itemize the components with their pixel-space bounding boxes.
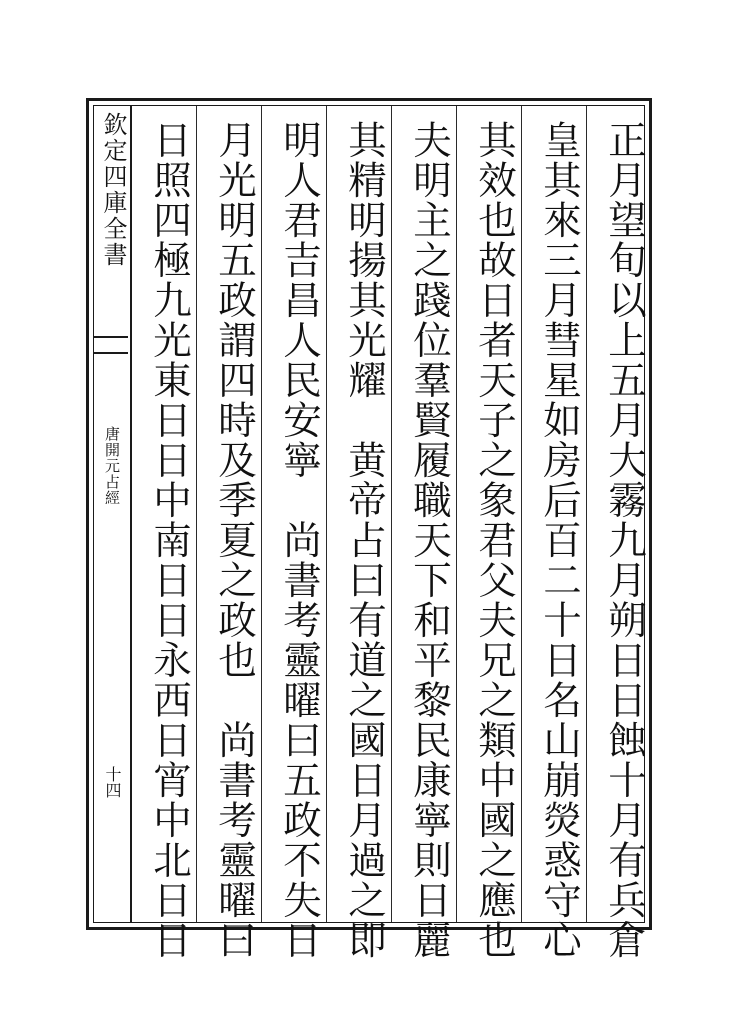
fishtail-mark <box>94 336 128 354</box>
text-column-6: 明人君吉昌人民安寧 尚書考靈曜曰五政不失日 <box>277 120 322 960</box>
text-column-5: 其精明揚其光耀 黄帝占曰有道之國日月過之即 <box>342 120 387 960</box>
margin-subtitle: 唐開元占經 <box>103 426 121 506</box>
text-column-4: 夫明主之踐位羣賢履職天下和平黎民康寧則日麗 <box>407 120 452 960</box>
inner-frame <box>93 105 647 960</box>
text-column-3: 其效也故日者天子之象君父夫兄之類中國之應也 <box>472 120 517 960</box>
column-rule <box>521 106 522 922</box>
margin-title: 欽定四庫全書 <box>99 112 127 268</box>
page-number: 十四 <box>103 766 122 798</box>
text-column-7: 月光明五政謂四時及季夏之政也 尚書考靈曜曰 <box>212 120 257 960</box>
text-column-1: 正月望旬以上五月大霧九月朔日日蝕十月有兵倉 <box>602 120 647 960</box>
column-rule <box>586 106 587 922</box>
text-column-2: 皇其來三月彗星如房后百二十日名山崩熒惑守心 <box>537 120 582 960</box>
column-rule <box>456 106 457 922</box>
column-rule <box>326 106 327 922</box>
column-rule <box>261 106 262 922</box>
column-rule <box>391 106 392 922</box>
page-frame <box>86 98 652 960</box>
column-rule <box>196 106 197 922</box>
text-column-8: 日照四極九光東日日中南日日永西日宵中北日日 <box>147 120 192 960</box>
margin-strip <box>94 106 132 922</box>
